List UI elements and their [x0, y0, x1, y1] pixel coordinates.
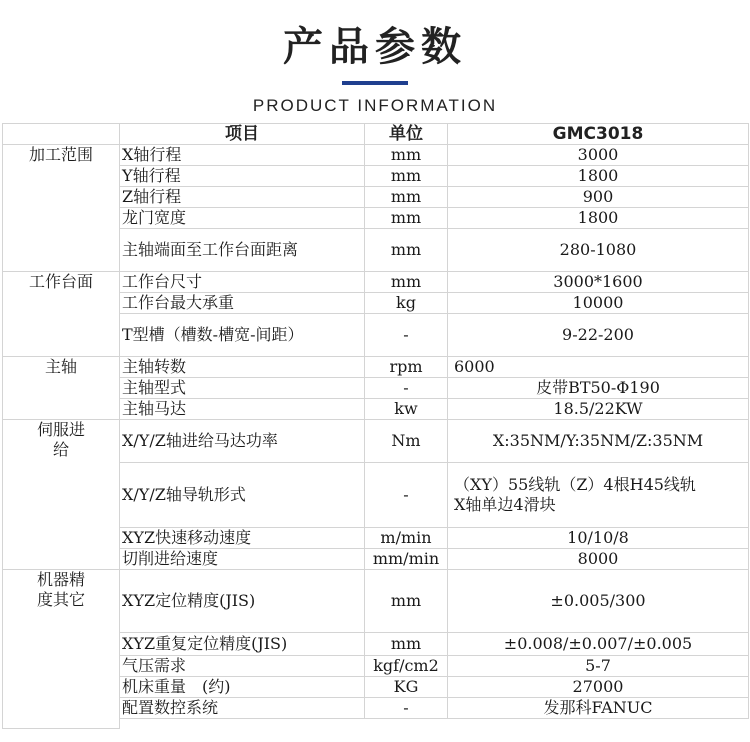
- value-cell: ±0.005/300: [448, 570, 749, 633]
- unit-cell: -: [365, 314, 448, 357]
- unit-cell: mm: [365, 187, 448, 208]
- title-underline: [342, 81, 408, 85]
- value-cell: 3000: [448, 145, 749, 166]
- table-row: [3, 272, 749, 293]
- value-cell: 皮带BT50-Φ190: [448, 378, 749, 399]
- value-cell: 5-7: [448, 656, 749, 677]
- item-cell: 配置数控系统: [120, 698, 365, 719]
- value-cell: 10000: [448, 293, 749, 314]
- table-header-row: [3, 124, 749, 145]
- unit-cell: mm: [365, 229, 448, 272]
- item-cell: 主轴马达: [120, 399, 365, 420]
- unit-cell: mm: [365, 570, 448, 633]
- table-row: [3, 570, 749, 633]
- item-cell: Z轴行程: [120, 187, 365, 208]
- item-cell: T型槽（槽数-槽宽-间距）: [120, 314, 365, 357]
- value-cell: 6000: [448, 357, 749, 378]
- unit-cell: -: [365, 463, 448, 528]
- guide-rail-line-2: X轴单边4滑块: [454, 495, 556, 514]
- item-cell: XYZ定位精度(JIS): [120, 570, 365, 633]
- item-cell: 机床重量 (约): [120, 677, 365, 698]
- unit-cell: kgf/cm2: [365, 656, 448, 677]
- category-worktable: 工作台面: [3, 272, 120, 357]
- value-cell: 9-22-200: [448, 314, 749, 357]
- item-cell: 主轴端面至工作台面距离: [120, 229, 365, 272]
- item-cell: XYZ快速移动速度: [120, 528, 365, 549]
- unit-cell: -: [365, 378, 448, 399]
- value-cell: 900: [448, 187, 749, 208]
- item-cell: X/Y/Z轴进给马达功率: [120, 420, 365, 463]
- item-cell: 切削进给速度: [120, 549, 365, 570]
- column-header-unit: 单位: [365, 124, 448, 145]
- item-cell: 主轴转数: [120, 357, 365, 378]
- value-cell: 发那科FANUC: [448, 698, 749, 719]
- value-cell: 280-1080: [448, 229, 749, 272]
- item-cell: X/Y/Z轴导轨形式: [120, 463, 365, 528]
- item-cell: 龙门宽度: [120, 208, 365, 229]
- unit-cell: Nm: [365, 420, 448, 463]
- blank-cell: [365, 719, 448, 729]
- table-row: [3, 145, 749, 166]
- unit-cell: mm: [365, 272, 448, 293]
- unit-cell: mm: [365, 208, 448, 229]
- unit-cell: mm: [365, 145, 448, 166]
- page-subtitle: PRODUCT INFORMATION: [252, 96, 498, 115]
- unit-cell: KG: [365, 677, 448, 698]
- value-cell: 3000*1600: [448, 272, 749, 293]
- value-cell: [448, 463, 749, 528]
- value-cell: 8000: [448, 549, 749, 570]
- item-cell: 工作台尺寸: [120, 272, 365, 293]
- value-cell: ±0.008/±0.007/±0.005: [448, 633, 749, 656]
- category-spindle: 主轴: [3, 357, 120, 420]
- column-header-category: [3, 124, 120, 145]
- unit-cell: m/min: [365, 528, 448, 549]
- unit-cell: rpm: [365, 357, 448, 378]
- value-cell: 1800: [448, 166, 749, 187]
- value-cell: X:35NM/Y:35NM/Z:35NM: [448, 420, 749, 463]
- unit-cell: mm: [365, 166, 448, 187]
- item-cell: 气压需求: [120, 656, 365, 677]
- item-cell: XYZ重复定位精度(JIS): [120, 633, 365, 656]
- page-title: 产品参数: [283, 24, 467, 70]
- blank-cell: [120, 719, 365, 729]
- value-cell: 10/10/8: [448, 528, 749, 549]
- value-cell: 18.5/22KW: [448, 399, 749, 420]
- category-servo-feed: 伺服进给: [3, 420, 120, 570]
- category-precision-other: 机器精度其它: [3, 570, 120, 729]
- column-header-model: GMC3018: [448, 124, 749, 145]
- table-row: [3, 357, 749, 378]
- item-cell: 工作台最大承重: [120, 293, 365, 314]
- column-header-item: 项目: [120, 124, 365, 145]
- item-cell: X轴行程: [120, 145, 365, 166]
- unit-cell: kw: [365, 399, 448, 420]
- spec-table: [2, 123, 749, 729]
- unit-cell: kg: [365, 293, 448, 314]
- value-cell: 1800: [448, 208, 749, 229]
- unit-cell: mm/min: [365, 549, 448, 570]
- table-row: [3, 420, 749, 463]
- value-cell: 27000: [448, 677, 749, 698]
- category-machining-range: 加工范围: [3, 145, 120, 272]
- blank-cell: [448, 719, 749, 729]
- guide-rail-line-1: （XY）55线轨（Z）4根H45线轨: [454, 475, 696, 494]
- item-cell: 主轴型式: [120, 378, 365, 399]
- unit-cell: mm: [365, 633, 448, 656]
- unit-cell: -: [365, 698, 448, 719]
- item-cell: Y轴行程: [120, 166, 365, 187]
